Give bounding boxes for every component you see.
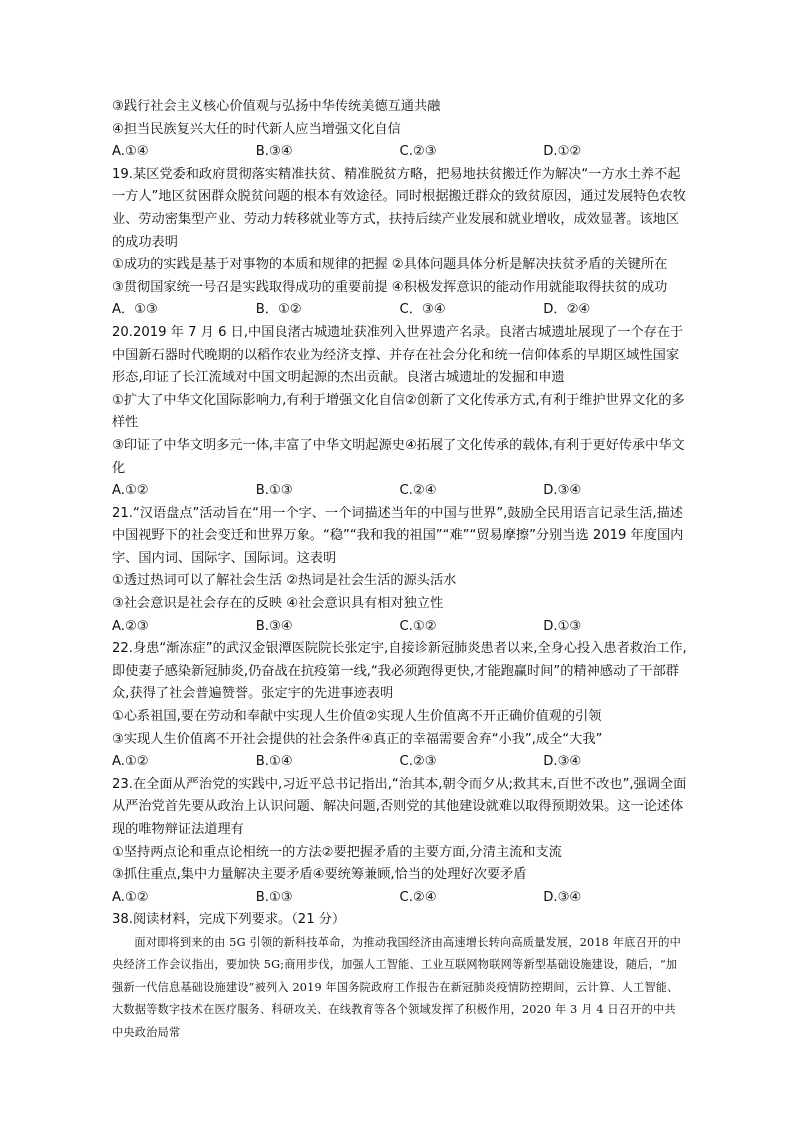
q38-heading: 38.阅读材料，完成下列要求。（21 分） (112, 912, 346, 928)
q23-option-b: B.①③ (255, 889, 293, 905)
page-content (112, 96, 687, 1044)
q21-option-a: A.②③ (112, 618, 149, 634)
q22-items-1-2: ①心系祖国,要在劳动和奉献中实现人生价值②实现人生价值离不开正确价值观的引领 (112, 709, 602, 725)
q22-option-d: D.③④ (543, 754, 582, 770)
q21-stem: 21.“汉语盘点”活动旨在“用一个字、一个词描述当年的中国与世界”,鼓励全民用语言记录生活,描述中国视野下的社会变迁和世界万象。“稳”“我和我的祖国”“难”“贸易摩擦”分别当选 2019 年度国内字、国内词、国际字、国际词。这表明 (112, 505, 684, 566)
q22-stem: 22.身患“渐冻症”的武汉金银潭医院院长张定宇,自接诊新冠肺炎患者以来,全身心投入患者救治工作,即使妻子感染新冠肺炎,仍奋战在抗疫第一线,“我必须跑得更快,才能跑赢时间”的精神感动了干部群众,获得了社会普遍赞誉。张定宇的先进事迹表明 (112, 641, 687, 702)
q22-option-a: A.①② (112, 754, 149, 770)
q19-option-c: C．③④ (399, 302, 446, 318)
q19-option-d: D．②④ (543, 302, 591, 318)
q22-items-3-4: ③实现人生价值离不开社会提供的社会条件④真正的幸福需要舍弃“小我”,成全“大我” (112, 731, 603, 747)
q19-option-a: A．①③ (112, 302, 158, 318)
q19-items-1-2: ①成功的实践是基于对事物的本质和规律的把握 ②具体问题具体分析是解决扶贫矛盾的关键所在 (112, 257, 668, 273)
q18-item-4: ④担当民族复兴大任的时代新人应当增强文化自信 (112, 121, 401, 137)
q19-option-b: B．①② (255, 302, 302, 318)
q20-option-b: B.①③ (255, 483, 293, 499)
q19-options (112, 299, 687, 322)
q21-option-d: D.①③ (543, 618, 582, 634)
q22-option-b: B.①④ (255, 754, 293, 770)
q23-items-1-2: ①坚持两点论和重点论相统一的方法②要把握矛盾的主要方面,分清主流和支流 (112, 844, 562, 860)
q21-items-3-4: ③社会意识是社会存在的反映 ④社会意识具有相对独立性 (112, 596, 444, 612)
q23-items-3-4: ③抓住重点,集中力量解决主要矛盾④要统筹兼顾,恰当的处理好次要矛盾 (112, 867, 527, 883)
q20-option-d: D.③④ (543, 483, 582, 499)
q19-stem: 19.某区党委和政府贯彻落实精准扶贫、精准脱贫方略，把易地扶贫搬迁作为解决“一方水土养不起一方人”地区贫困群众脱贫问题的根本有效途径。同时根据搬迁群众的致贫原因，通过发展特色农牧业、劳动密集型产业、劳动力转移就业等方式，扶持后续产业发展和就业增收，成效显著。该地区的成功表明 (112, 166, 686, 250)
q20-option-a: A.①② (112, 483, 149, 499)
q18-options (112, 141, 687, 164)
q20-option-c: C.②④ (399, 483, 437, 499)
q18-option-d: D.①② (543, 144, 582, 160)
q23-options (112, 887, 687, 910)
q20-options (112, 480, 687, 503)
q38-material: 面对即将到来的由 5G 引领的新科技革命，为推动我国经济由高速增长转向高质量发展，2018 年底召开的中央经济工作会议指出，要加快 5G;商用步伐，加强人工智能、工业互联网物联网等新型基础设施建设，随后，“加强新一代信息基础设施建设”被列入 2019 年国务院政府工作报告在新冠肺炎疫情防控期间，云计算、人工智能、大数据等数字技术在医疗服务、科研攻关、在线教育等各个领域发挥了积极作用，2020 年 3 月 4 日召开的中共中央政治局常 (112, 935, 682, 1039)
q19-items-3-4: ③贯彻国家统一号召是实践取得成功的重要前提 ④积极发挥意识的能动作用就能取得扶贫的成功 (112, 279, 668, 295)
q22-options (112, 751, 687, 774)
q21-option-c: C.①② (399, 618, 437, 634)
q21-options (112, 616, 687, 639)
q23-option-c: C.②④ (399, 889, 437, 905)
q18-option-a: A.①④ (112, 144, 149, 160)
q20-items-1-2: ①扩大了中华文化国际影响力,有利于增强文化自信②创新了文化传承方式,有利于维护世界文化的多样性 (112, 392, 685, 431)
q18-option-b: B.③④ (255, 144, 293, 160)
q20-stem: 20.2019 年 7 月 6 日,中国良渚古城遗址获准列入世界遗产名录。良渚古城遗址展现了一个存在于中国新石器时代晚期的以稻作农业为经济支撑、并存在社会分化和统一信仰体系的早期区域性国家形态,印证了长江流域对中国文明起源的杰出贡献。良渚古城遗址的发掘和申遗 (112, 324, 684, 386)
q22-option-c: C.②③ (399, 754, 437, 770)
q21-option-b: B.③④ (255, 618, 293, 634)
q23-option-a: A.①② (112, 889, 149, 905)
q23-stem: 23.在全面从严治党的实践中,习近平总书记指出,“治其本,朝令而夕从;救其末,百世不改也”,强调全面从严治党首先要从政治上认识问题、解决问题,否则党的其他建设就难以取得预期效果。这一论述体现的唯物辩证法道理有 (112, 776, 687, 837)
q18-option-c: C.②③ (399, 144, 437, 160)
q21-items-1-2: ①透过热词可以了解社会生活 ②热词是社会生活的源头活水 (112, 573, 457, 589)
q20-items-3-4: ③印证了中华文明多元一体,丰富了中华文明起源史④拓展了文化传承的载体,有利于更好传承中华文化 (112, 437, 685, 476)
q23-option-d: D.③④ (543, 889, 582, 905)
q18-item-3: ③践行社会主义核心价值观与弘扬中华传统美德互通共融 (112, 99, 441, 114)
